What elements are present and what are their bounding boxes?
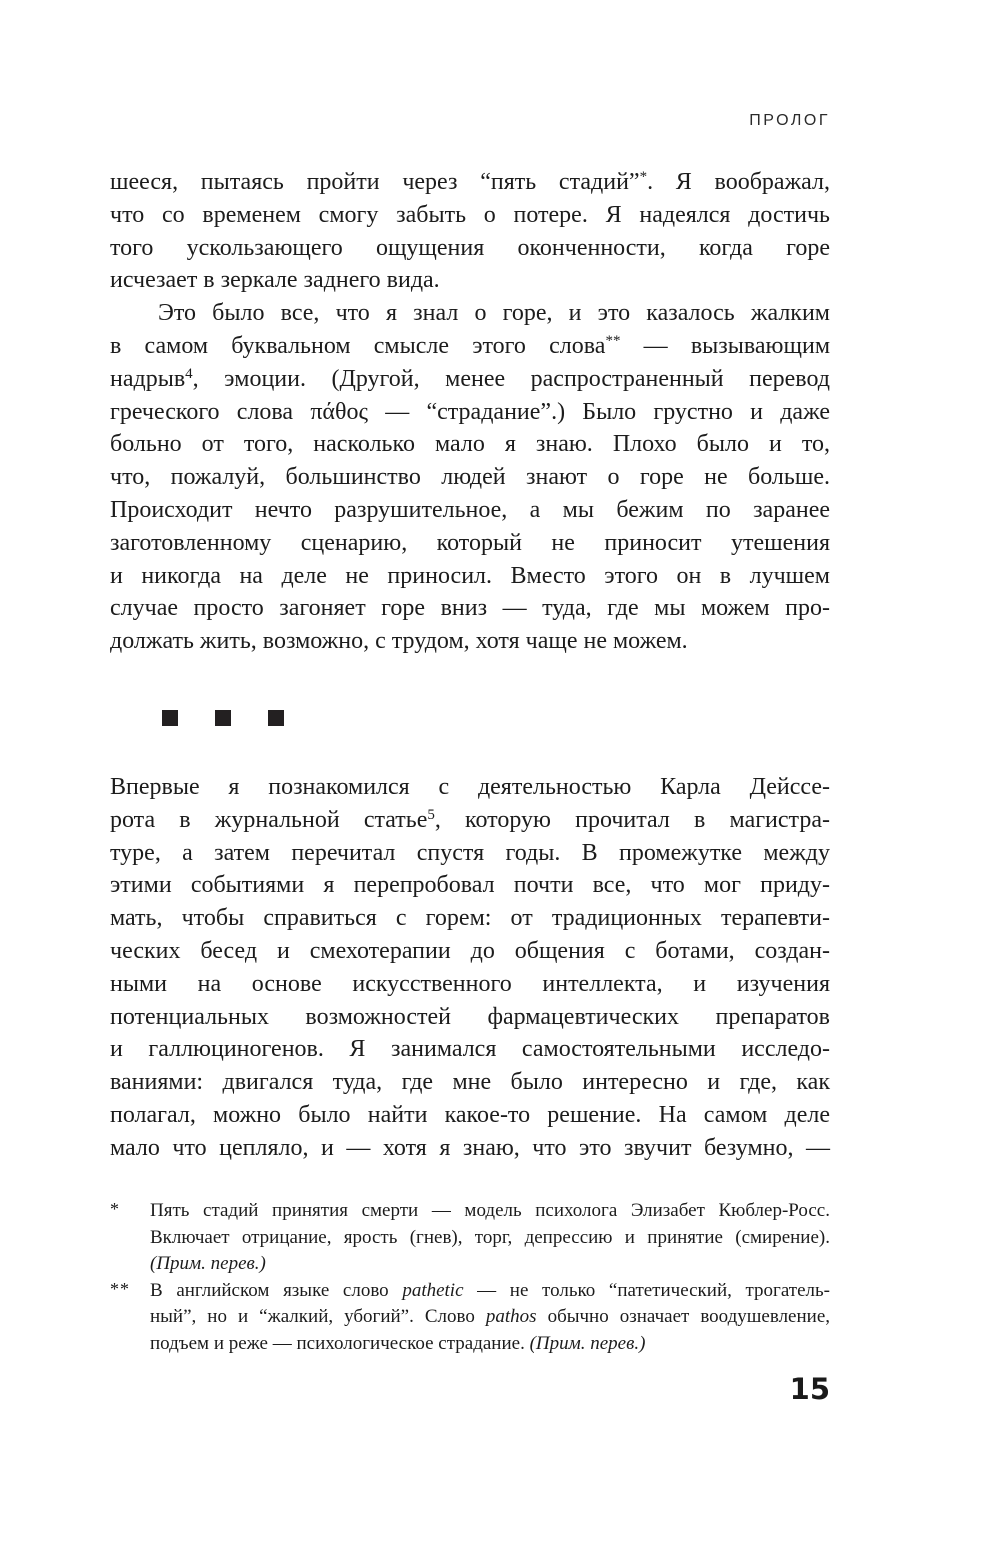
body-text-section-1 [110, 166, 830, 658]
text-line: полагал, можно было найти какое-то решение. На самом деле [110, 1101, 830, 1128]
text-line: шееся, пытаясь пройти через “пять стадий”*. Я воображал, [110, 169, 830, 195]
text-line: исчезает в зеркале заднего вида. [110, 267, 440, 294]
text-line: что со временем смогу забыть о потере. Я надеялся достичь [110, 201, 830, 228]
page-number: 15 [789, 1372, 830, 1406]
text-line: заготовленному сценарию, который не приносит утешения [110, 529, 830, 556]
text-line: Пять стадий принятия смерти — модель психолога Элизабет Кюблер-Росс. [150, 1200, 830, 1221]
text-line: мать, чтобы справиться с горем: от традиционных терапевти- [110, 905, 830, 932]
footnote-marker: * [110, 1199, 120, 1219]
section-separator [162, 710, 284, 726]
text-line: случае просто загоняет горе вниз — туда, где мы можем про- [110, 595, 830, 622]
text-line: Впервые я познакомился с деятельностью Карла Дейссе- [110, 774, 830, 800]
text-line: ческих бесед и смехотерапии до общения с ботами, создан- [110, 937, 830, 964]
text-line: туре, а затем перечитал спустя годы. В промежутке между [110, 839, 830, 866]
text-line: рота в журнальной статье$^5$, которую прочитал в магистра- [110, 806, 830, 833]
footnotes [110, 1198, 830, 1357]
text-line: надрыв$^4$, эмоции. (Другой, менее распространенный перевод [110, 365, 830, 392]
text-line: Это было все, что я знал о горе, и это казалось жалким [158, 300, 830, 327]
text-line: подъем и реже — психологическое страдание. (Прим. перев.) [150, 1332, 646, 1354]
text-line: В английском языке слово pathetic — не только “патетический, трогатель- [150, 1279, 830, 1301]
footnote-marker: ** [110, 1278, 130, 1299]
text-line: греческого слова πάθος — “страдание”.) Было грустно и даже [110, 398, 830, 425]
text-line: этими событиями я перепробовал почти все, что мог приду- [110, 872, 830, 899]
text-line: Включает отрицание, ярость (гнев), торг, депрессию и принятие (смирение). [150, 1226, 830, 1248]
separator-square [268, 710, 284, 726]
text-line: и никогда на деле не приносил. Вместо этого он в лучшем [110, 562, 830, 589]
text-line: и галлюциногенов. Я занимался самостоятельными исследо- [110, 1036, 830, 1063]
text-line: ный”, но и “жалкий, убогий”. Слово pathos обычно означает воодушевление, [150, 1306, 830, 1327]
separator-square [215, 710, 231, 726]
text-line: Происходит нечто разрушительное, а мы бежим по заранее [110, 496, 830, 523]
separator-square [162, 710, 178, 726]
footnote [110, 1198, 830, 1278]
text-line: ными на основе искусственного интеллекта, и изучения [110, 970, 830, 997]
running-header: ПРОЛОГ [749, 112, 830, 129]
text-line: того ускользающего ощущения оконченности, когда горе [110, 234, 830, 261]
text-line: (Прим. перев.) [150, 1253, 266, 1274]
text-line: что, пожалуй, большинство людей знают о горе не больше. [110, 464, 830, 491]
body-text-section-2 [110, 771, 830, 1165]
text-line: мало что цепляло, и — хотя я знаю, что это звучит безумно, — [110, 1134, 830, 1161]
text-line: потенциальных возможностей фармацевтических препаратов [110, 1003, 830, 1030]
footnote [110, 1278, 830, 1358]
text-line: в самом буквальном смысле этого слова** — вызывающим [110, 332, 831, 359]
text-line: больно от того, насколько мало я знаю. Плохо было и то, [110, 431, 830, 458]
text-line: ваниями: двигался туда, где мне было интересно и где, как [110, 1069, 830, 1096]
text-line: должать жить, возможно, с трудом, хотя чаще не можем. [110, 628, 688, 655]
